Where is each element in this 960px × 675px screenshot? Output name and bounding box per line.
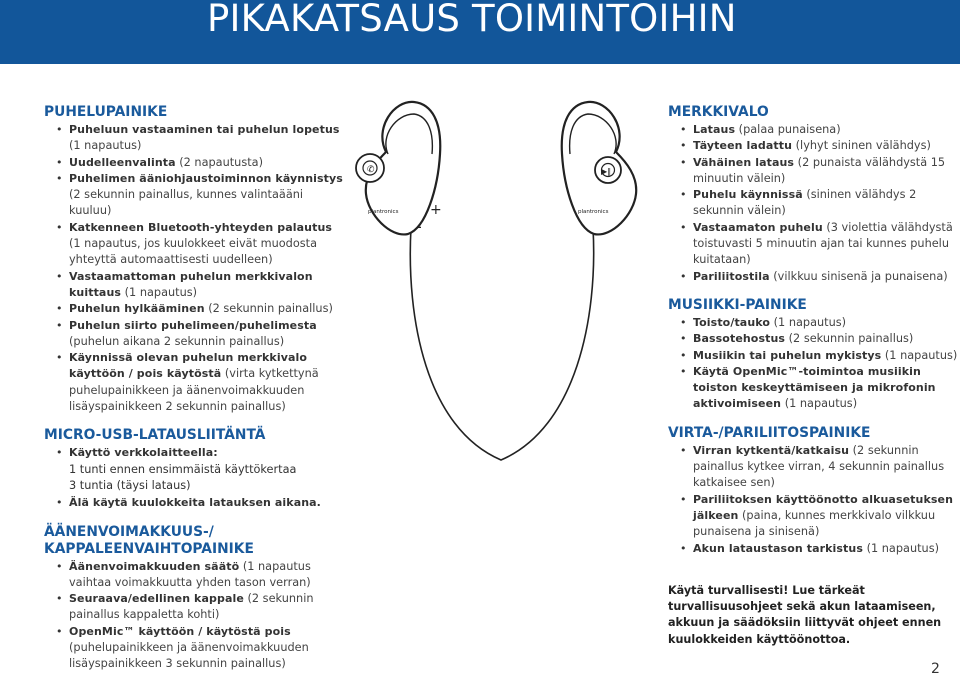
- item-rest: (puhelun aikana 2 sekunnin painallus): [69, 334, 285, 348]
- item-rest: (2 sekunnin painallus kappaletta kohti): [69, 592, 314, 622]
- list-item: [668, 220, 958, 269]
- list-item: [668, 331, 958, 347]
- item-rest: (sininen välähdys 2 sekunnin välein): [693, 188, 917, 218]
- item-bold: Katkenneen Bluetooth-yhteyden palautus: [69, 220, 333, 234]
- item-bold: Lataus: [693, 123, 736, 136]
- list-item: [44, 559, 344, 592]
- usb-line-2: 3 tuntia (täysi lataus): [69, 478, 191, 492]
- item-bold: Toisto/tauko: [693, 315, 771, 329]
- section-title-text: PUHELUPAINIKE: [44, 104, 168, 120]
- item-bold: Puhelun siirto puhelimeen/puhelimesta: [69, 318, 317, 332]
- item-rest: (2 sekunnin painallus): [785, 332, 914, 346]
- item-rest: (palaa punaisena): [735, 123, 841, 136]
- item-bold: Musiikin tai puhelun mykistys: [693, 348, 882, 362]
- item-rest: (1 napautus): [69, 139, 142, 153]
- music-button-icon: ▶∥: [601, 167, 612, 176]
- list-item: [44, 591, 344, 624]
- item-rest: (1 napautus): [121, 285, 198, 299]
- item-rest: (2 sekunnin painallus, kunnes valintaääni kuuluu): [69, 188, 304, 218]
- list-item: [44, 220, 344, 269]
- left-column: [44, 104, 344, 673]
- item-bold: Älä käytä kuulokkeita latauksen aikana.: [69, 496, 321, 510]
- item-rest: (paina, kunnes merkkivalo vilkkuu punaisena ja sinisenä): [693, 508, 936, 539]
- musiikki-list: [668, 315, 958, 413]
- item-rest: (virta kytkettynä puhelupainikkeen ja äänenvoimakkuuden lisäyspainikkeen 2 sekunnin painallus): [69, 367, 319, 414]
- item-bold: Akun lataustason tarkistus: [693, 541, 863, 555]
- item-bold: Puhelun hylkääminen: [69, 302, 205, 316]
- call-button-icon: ✆: [367, 165, 375, 175]
- list-item: [668, 364, 958, 413]
- item-bold: Käytä OpenMic™-toimintoa musiikin toiston keskeyttämiseen ja mikrofonin aktivoimiseen: [693, 364, 936, 411]
- right-column: [668, 104, 958, 648]
- item-bold: Pariliitoksen käyttöönotto alkuasetuksen jälkeen: [693, 492, 954, 522]
- item-rest: (2 napautusta): [175, 155, 263, 169]
- list-item: [44, 122, 344, 155]
- list-item: [668, 541, 958, 557]
- section-title-microusb: [44, 427, 344, 444]
- section-title-puhelupainike: [44, 104, 344, 121]
- item-rest: (2 sekunnin painallus): [204, 302, 333, 316]
- item-bold: Bassotehostus: [693, 332, 786, 346]
- list-item: [44, 155, 344, 171]
- section-title-text: VIRTA-/PARILIITOSPAINIKE: [668, 424, 871, 441]
- section-title-text: MERKKIVALO: [668, 104, 769, 120]
- item-rest: (1 napautus vaihtaa voimakkuutta yhden tason verran): [69, 559, 311, 589]
- merkkivalo-list: [668, 122, 958, 285]
- list-item: [44, 495, 344, 511]
- list-item: [44, 171, 344, 220]
- item-rest: (1 napautus): [863, 541, 939, 555]
- microusb-list-2: [44, 495, 344, 511]
- item-bold: Vastaamattoman puhelun merkkivalon kuittaus: [69, 269, 313, 299]
- item-bold: OpenMic™ käyttöön / käytöstä pois: [69, 624, 291, 638]
- brand-label-right: plantronics: [578, 209, 609, 215]
- item-bold: Puhelu käynnissä: [693, 188, 803, 202]
- list-item: [668, 492, 958, 541]
- section-title-virta: [668, 425, 958, 442]
- headset-diagram: [346, 88, 656, 468]
- page-title: PIKAKATSAUS TOIMINTOIHIN: [207, 0, 737, 40]
- microusb-list: [44, 445, 344, 461]
- list-item: [668, 315, 958, 331]
- headset-svg: [346, 88, 656, 468]
- brand-label-left: plantronics: [368, 209, 399, 215]
- item-rest: (1 napautus, jos kuulokkeet eivät muodosta yhteyttä automaattisesti uudelleen): [69, 237, 317, 267]
- item-bold: Puheluun vastaaminen tai puhelun lopetus: [69, 123, 340, 136]
- item-bold: Vastaamaton puhelu: [693, 220, 823, 234]
- title-banner: [0, 0, 960, 64]
- section-title-text: MUSIIKKI-PAINIKE: [668, 296, 807, 313]
- list-item: [668, 187, 958, 220]
- item-bold: Puhelimen ääniohjaustoiminnon käynnistys: [69, 171, 343, 185]
- section-title-text: MICRO-USB-LATAUSLIITÄNTÄ: [44, 427, 266, 444]
- item-rest: (2 sekunnin painallus kytkee virran, 4 sekunnin painallus katkaisee sen): [693, 443, 945, 490]
- list-item: [668, 155, 958, 188]
- list-item: [44, 350, 344, 415]
- item-bold: Käynnissä olevan puhelun merkkivalo käyttöön / pois käytöstä: [69, 351, 308, 381]
- safety-warning: Käytä turvallisesti! Lue tärkeät turvallisuusohjeet sekä akun lataamiseen, akkuun ja säädöksiin liittyvät ohjeet ennen kuulokkeiden käyttöönottoa.: [668, 583, 942, 646]
- item-bold: Virran kytkentä/katkaisu: [693, 443, 850, 457]
- page-number: 2: [931, 661, 940, 675]
- item-bold: Äänenvoimakkuuden säätö: [69, 559, 240, 573]
- item-rest: (1 napautus): [770, 315, 847, 329]
- section-title-merkkivalo: [668, 104, 958, 121]
- item-bold: Täyteen ladattu: [693, 139, 793, 153]
- list-item: [668, 348, 958, 364]
- volume-plus-label: +: [430, 202, 442, 218]
- item-rest: (1 napautus): [881, 348, 958, 362]
- list-item: [44, 624, 344, 673]
- list-item: [668, 138, 958, 154]
- list-item: [668, 122, 958, 138]
- item-bold: Vähäinen lataus: [693, 155, 795, 169]
- list-item: [44, 445, 344, 461]
- item-bold: Seuraava/edellinen kappale: [69, 592, 244, 606]
- item-rest: (vilkkuu sinisenä ja punaisena): [769, 269, 948, 283]
- section-title-kappaleenvaihto: [44, 541, 344, 558]
- list-item: [44, 318, 344, 351]
- list-item: [668, 269, 958, 285]
- section-title-line1: ÄÄNENVOIMAKKUUS-/: [44, 523, 214, 540]
- item-rest: (1 napautus): [781, 397, 858, 411]
- puhelupainike-list: [44, 122, 344, 415]
- section-title-aanenvoimakkuus: [44, 524, 344, 541]
- item-rest: (puhelupainikkeen ja äänenvoimakkuuden lisäyspainikkeen 3 sekunnin painallus): [69, 641, 309, 671]
- usb-line-1: 1 tunti ennen ensimmäistä käyttökertaa: [69, 462, 297, 476]
- item-bold: Pariliitostila: [693, 269, 770, 283]
- aanenvoimakkuus-list: [44, 559, 344, 673]
- volume-minus-label: -: [416, 217, 422, 236]
- item-rest: (2 punaista välähdystä 15 minuutin välein): [693, 155, 946, 185]
- list-item: [44, 269, 344, 302]
- item-rest: (3 violettia välähdystä toistuvasti 5 minuutin ajan tai kunnes puhelu kuitataan): [693, 220, 953, 267]
- list-item: [668, 443, 958, 492]
- section-title-line2: KAPPALEENVAIHTOPAINIKE: [44, 540, 254, 557]
- item-bold: Käyttö verkkolaitteella:: [69, 446, 218, 460]
- section-title-musiikki: [668, 297, 958, 314]
- item-bold: Uudelleenvalinta: [69, 155, 176, 169]
- virta-list: [668, 443, 958, 557]
- headset-cable: [410, 228, 593, 460]
- item-rest: (lyhyt sininen välähdys): [792, 139, 931, 153]
- list-item: [44, 301, 344, 317]
